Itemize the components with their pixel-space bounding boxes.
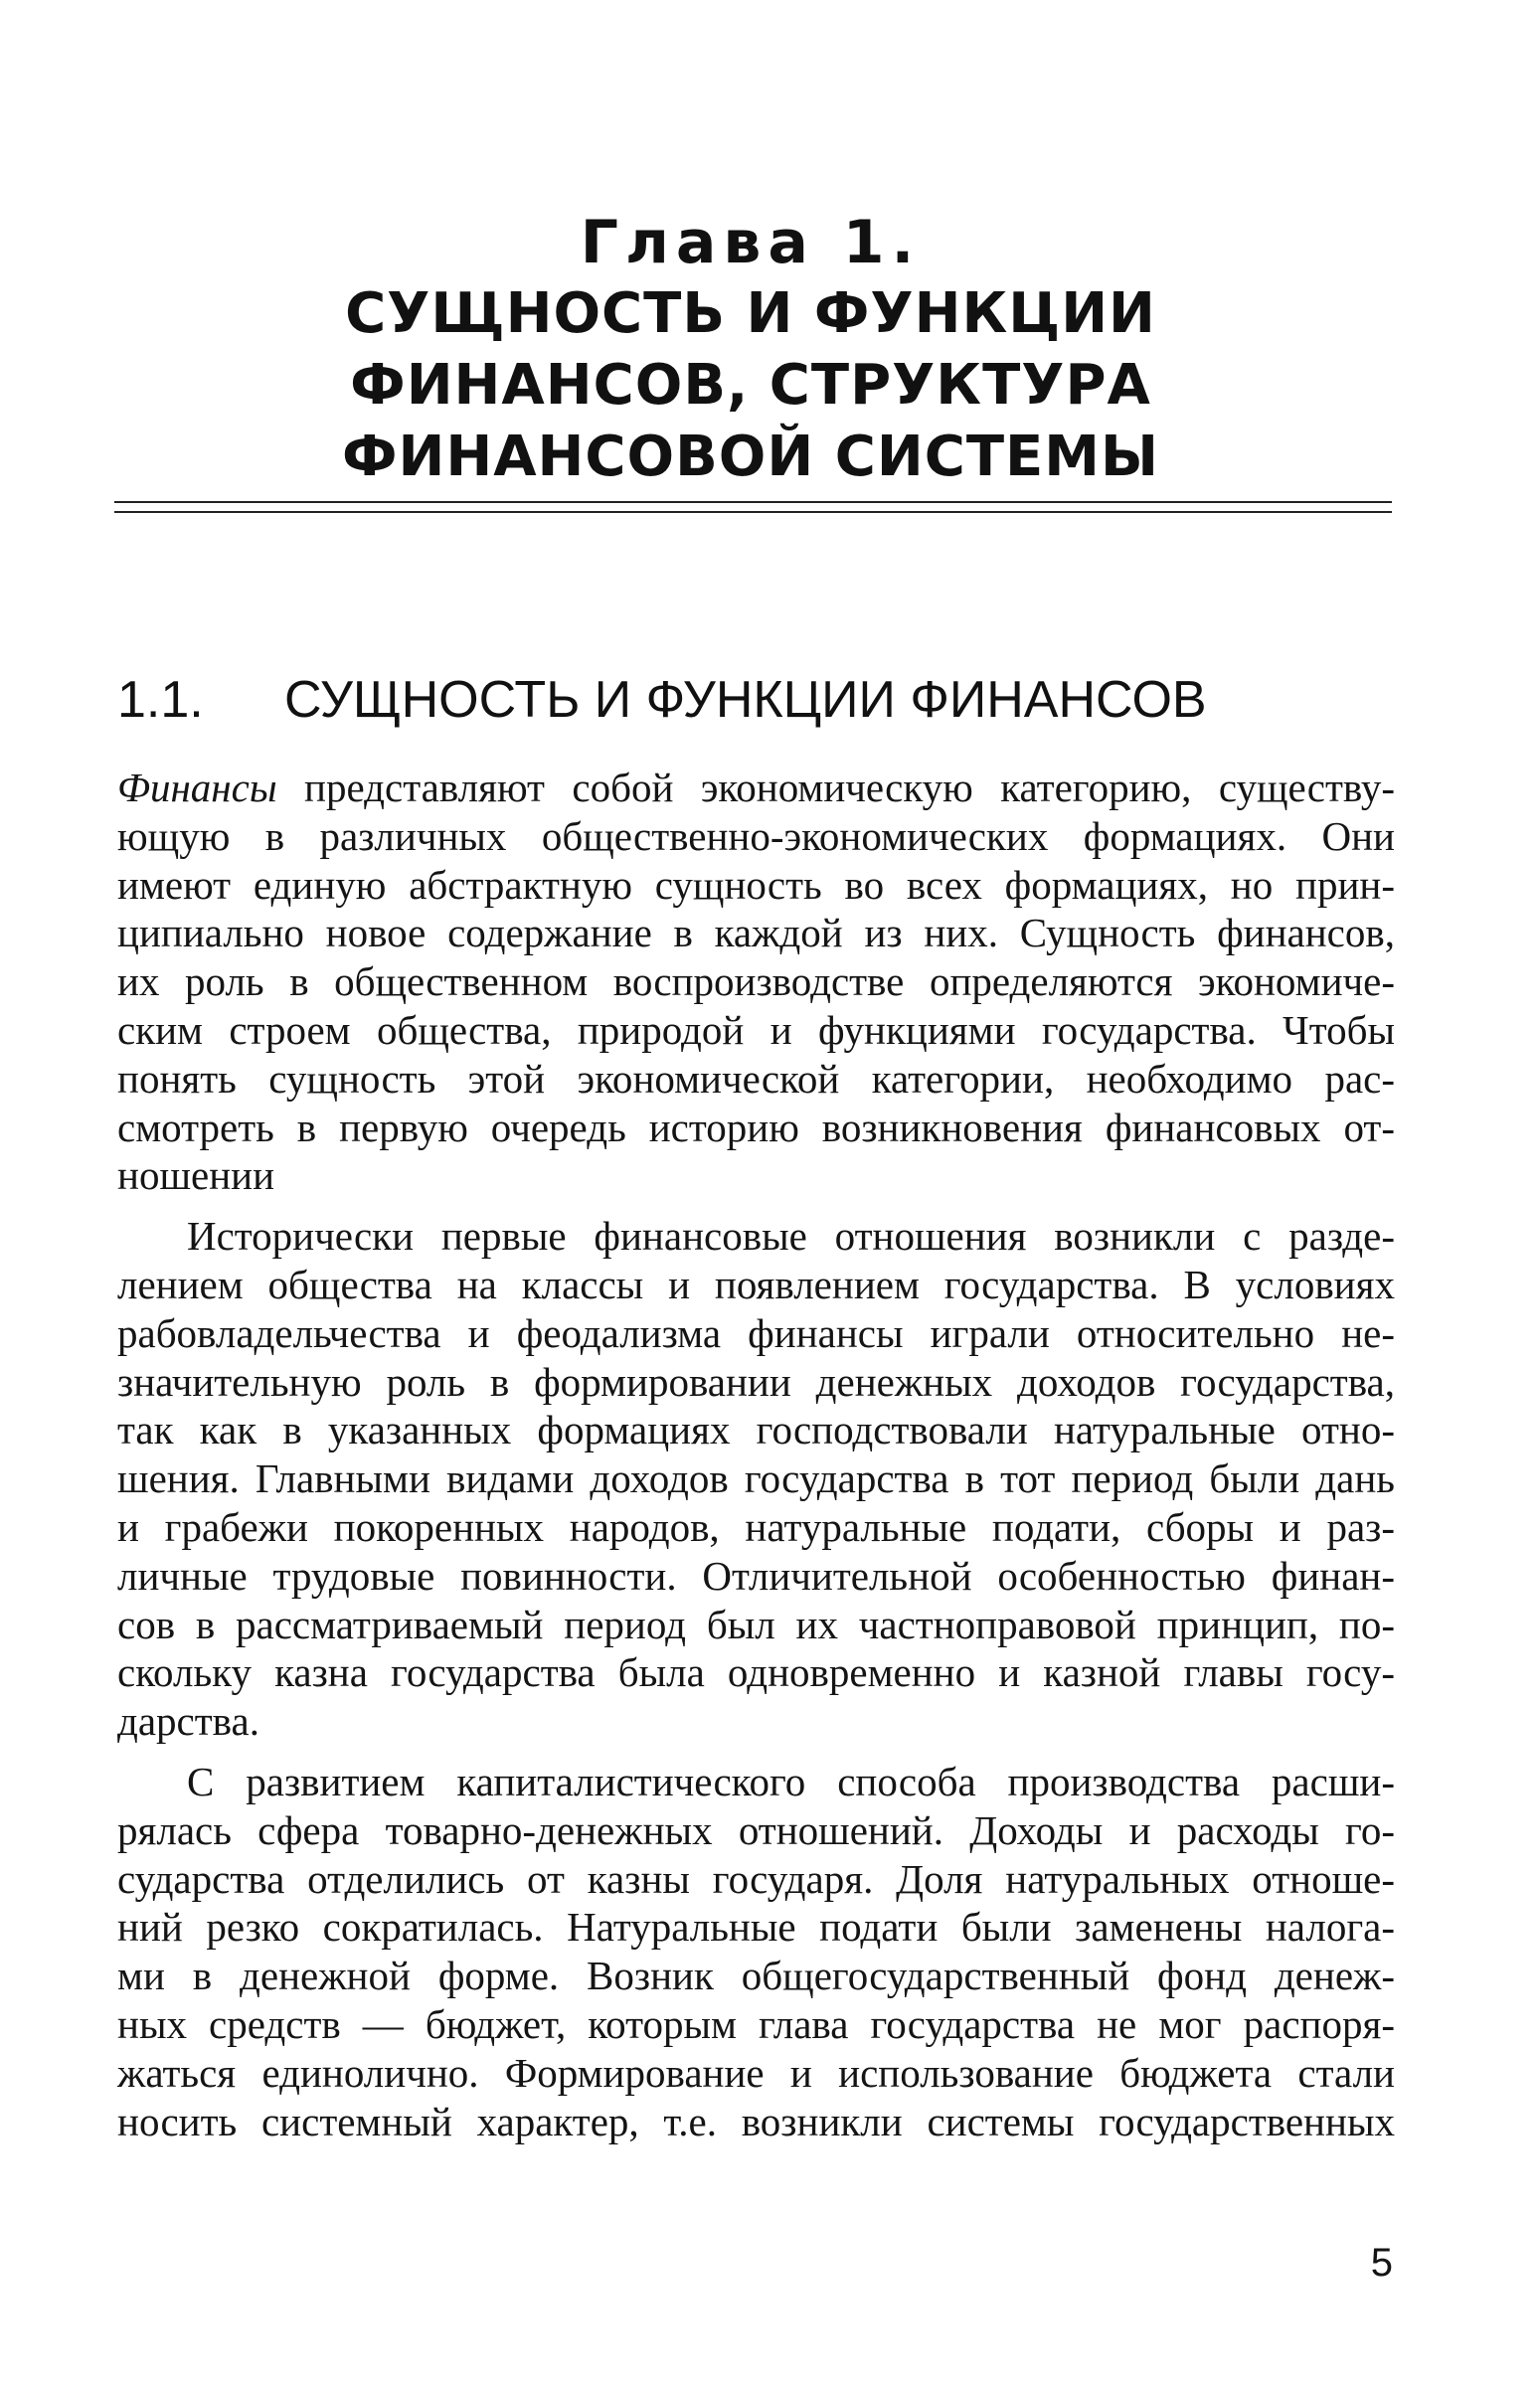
paragraph-line: имеют единую абстрактную сущность во всех формациях, но прин- [117,861,1395,908]
paragraph-line: ющую в различных общественно-экономических формациях. Они [117,812,1395,859]
body-text [117,764,1395,2157]
page-number: 5 [1370,2241,1393,2285]
paragraph-line: сударства отделились от казны государя. Доля натуральных отноше- [117,1855,1395,1902]
paragraph-line: так как в указанных формациях господствовали натуральные отно- [117,1407,1395,1453]
paragraph-line: ским строем общества, природой и функциями государства. Чтобы [117,1006,1395,1053]
paragraph-line: жаться единолично. Формирование и использование бюджета стали [117,2049,1395,2096]
paragraph-line: Финансы представляют собой экономическую категорию, существу- [117,765,1395,810]
chapter-rule-bottom [114,511,1392,513]
paragraph-line: ципиально новое содержание в каждой из них. Сущность финансов, [117,910,1395,956]
paragraph-line: смотреть в первую очередь историю возникновения финансовых от- [117,1104,1395,1150]
chapter-title-line-3: ФИНАНСОВОЙ СИСТЕМЫ [341,425,1160,489]
section-title: СУЩНОСТЬ И ФУНКЦИИ ФИНАНСОВ [284,671,1207,729]
paragraph-line: С развитием капиталистического способа производства расши- [187,1758,1395,1804]
section-heading [117,664,1400,736]
paragraph-3 [117,1758,1395,2145]
chapter-header [109,207,1392,493]
chapter-title-line-2: ФИНАНСОВ, СТРУКТУРА [350,353,1151,418]
chapter-rule-top [114,501,1392,503]
paragraph-line: лением общества на классы и появлением государства. В условиях [117,1261,1395,1307]
paragraph-line: значительную роль в формировании денежных доходов государства, [117,1358,1395,1405]
paragraph-line: носить системный характер, т.е. возникли системы государственных [117,2098,1395,2144]
paragraph-line: дарства. [117,1698,259,1745]
chapter-title-line-1: СУЩНОСТЬ И ФУНКЦИИ [345,281,1156,346]
paragraph-line: личные трудовые повинности. Отличительной особенностью финан- [117,1552,1395,1599]
defined-term: Финансы [117,765,277,810]
section-number: 1.1. [117,671,204,729]
paragraph-line: их роль в общественном воспроизводстве определяются экономиче- [117,958,1395,1005]
paragraph-line: ний резко сократилась. Натуральные подати были заменены налога- [117,1904,1395,1951]
paragraph-line: шения. Главными видами доходов государства в тот период были дань [117,1455,1395,1502]
paragraph-line: и грабежи покоренных народов, натуральные подати, сборы и раз- [117,1503,1395,1550]
paragraph-line: Исторически первые финансовые отношения возникли с разде- [187,1213,1395,1260]
paragraph-1 [117,764,1395,1200]
paragraph-line: рялась сфера товарно-денежных отношений. Доходы и расходы го- [117,1806,1395,1853]
paragraph-2 [117,1212,1395,1746]
paragraph-line: ми в денежной форме. Возник общегосударственный фонд денеж- [117,1953,1395,1999]
paragraph-line: скольку казна государства была одновременно и казной главы госу- [117,1649,1395,1696]
paragraph-line: рабовладельчества и феодализма финансы играли относительно не- [117,1309,1395,1356]
paragraph-line: понять сущность этой экономической категории, необходимо рас- [117,1055,1395,1102]
paragraph-line: сов в рассматриваемый период был их частноправовой принцип, по- [117,1601,1395,1647]
chapter-label: Глава 1. [580,208,922,277]
paragraph-line: ных средств — бюджет, которым глава государства не мог распоря- [117,2000,1395,2047]
paragraph-line: ношении [117,1152,275,1199]
